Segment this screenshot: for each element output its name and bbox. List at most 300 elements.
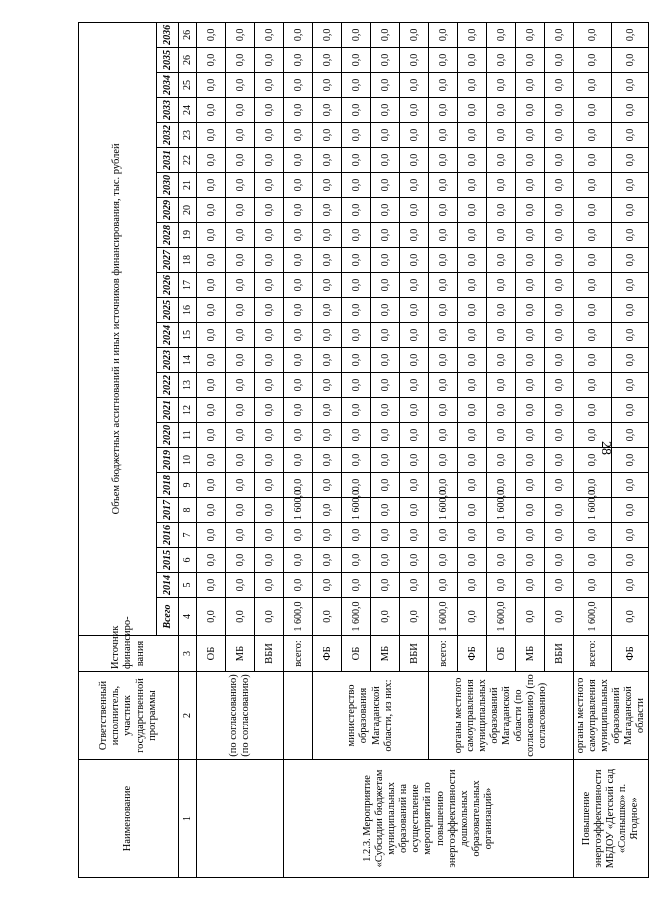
year-value: 0,0 bbox=[371, 248, 400, 273]
budget-table bbox=[78, 22, 649, 878]
year-value: 0,0 bbox=[545, 423, 574, 448]
year-value: 0,0 bbox=[429, 548, 458, 573]
year-value: 0,0 bbox=[429, 348, 458, 373]
header-funding-group: Объем бюджетных ассигнований и иных источников финансирования, тыс. рублей bbox=[79, 22, 157, 635]
year-value: 0,0 bbox=[487, 48, 516, 73]
year-value: 0,0 bbox=[371, 523, 400, 548]
total-value: 0,0 bbox=[313, 598, 342, 636]
year-value: 0,0 bbox=[458, 573, 487, 598]
year-value: 0,0 bbox=[313, 48, 342, 73]
year-value: 0,0 bbox=[400, 448, 429, 473]
year-value: 0,0 bbox=[611, 248, 649, 273]
table-row bbox=[313, 22, 342, 877]
year-value: 0,0 bbox=[284, 248, 313, 273]
year-value: 0,0 bbox=[487, 323, 516, 348]
year-value: 0,0 bbox=[545, 48, 574, 73]
year-value: 0,0 bbox=[458, 248, 487, 273]
year-value: 0,0 bbox=[284, 173, 313, 198]
year-value: 0,0 bbox=[611, 473, 649, 498]
year-value: 0,0 bbox=[574, 448, 612, 473]
column-number: 18 bbox=[179, 248, 197, 273]
year-value: 1 600,0 bbox=[429, 498, 458, 523]
total-value: 1 600,0 bbox=[342, 598, 371, 636]
year-value: 0,0 bbox=[342, 323, 371, 348]
column-number: 4 bbox=[179, 598, 197, 636]
year-value: 0,0 bbox=[487, 223, 516, 248]
year-value: 0,0 bbox=[429, 298, 458, 323]
year-value: 0,0 bbox=[516, 573, 545, 598]
year-value: 0,0 bbox=[545, 573, 574, 598]
year-value: 0,0 bbox=[487, 473, 516, 498]
year-value: 0,0 bbox=[429, 173, 458, 198]
year-value: 0,0 bbox=[197, 73, 226, 98]
header-year: 2020 bbox=[157, 423, 179, 448]
year-value: 0,0 bbox=[255, 398, 284, 423]
year-value: 0,0 bbox=[611, 523, 649, 548]
year-value: 0,0 bbox=[255, 98, 284, 123]
header-year: 2014 bbox=[157, 573, 179, 598]
year-value: 0,0 bbox=[313, 123, 342, 148]
funding-source: ФБ bbox=[313, 636, 342, 672]
column-number: 6 bbox=[179, 548, 197, 573]
year-value: 0,0 bbox=[458, 48, 487, 73]
year-value: 0,0 bbox=[574, 248, 612, 273]
year-value: 0,0 bbox=[429, 523, 458, 548]
year-value: 0,0 bbox=[226, 48, 255, 73]
year-value: 0,0 bbox=[371, 22, 400, 47]
header-year: 2024 bbox=[157, 323, 179, 348]
year-value: 0,0 bbox=[284, 523, 313, 548]
year-value: 0,0 bbox=[255, 22, 284, 47]
year-value: 0,0 bbox=[371, 73, 400, 98]
year-value: 0,0 bbox=[429, 398, 458, 423]
year-value: 0,0 bbox=[371, 323, 400, 348]
column-number: 19 bbox=[179, 223, 197, 248]
year-value: 0,0 bbox=[516, 323, 545, 348]
header-name: Наименование bbox=[79, 760, 179, 878]
year-value: 0,0 bbox=[400, 48, 429, 73]
year-value: 0,0 bbox=[516, 498, 545, 523]
year-value: 0,0 bbox=[197, 423, 226, 448]
year-value: 0,0 bbox=[516, 148, 545, 173]
year-value: 0,0 bbox=[313, 573, 342, 598]
year-value: 0,0 bbox=[458, 473, 487, 498]
year-value: 0,0 bbox=[197, 22, 226, 47]
year-value: 0,0 bbox=[516, 273, 545, 298]
year-value: 0,0 bbox=[574, 273, 612, 298]
header-year: 2026 bbox=[157, 273, 179, 298]
year-value: 0,0 bbox=[458, 448, 487, 473]
column-number: 9 bbox=[179, 473, 197, 498]
year-value: 0,0 bbox=[255, 298, 284, 323]
header-year: 2031 bbox=[157, 148, 179, 173]
year-value: 0,0 bbox=[226, 223, 255, 248]
year-value: 0,0 bbox=[429, 273, 458, 298]
year-value: 0,0 bbox=[371, 198, 400, 223]
year-value: 0,0 bbox=[487, 148, 516, 173]
year-value: 0,0 bbox=[226, 348, 255, 373]
year-value: 0,0 bbox=[487, 98, 516, 123]
year-value: 0,0 bbox=[197, 323, 226, 348]
year-value: 0,0 bbox=[429, 248, 458, 273]
year-value: 0,0 bbox=[226, 548, 255, 573]
year-value: 0,0 bbox=[226, 498, 255, 523]
year-value: 0,0 bbox=[516, 48, 545, 73]
year-value: 0,0 bbox=[284, 148, 313, 173]
year-value: 0,0 bbox=[516, 123, 545, 148]
year-value: 0,0 bbox=[458, 348, 487, 373]
year-value: 0,0 bbox=[313, 273, 342, 298]
year-value: 0,0 bbox=[255, 573, 284, 598]
year-value: 0,0 bbox=[516, 223, 545, 248]
funding-source: ВБИ bbox=[400, 636, 429, 672]
year-value: 0,0 bbox=[197, 173, 226, 198]
column-number: 16 bbox=[179, 298, 197, 323]
year-value: 0,0 bbox=[255, 448, 284, 473]
year-value: 0,0 bbox=[429, 323, 458, 348]
rotated-page bbox=[78, 23, 647, 878]
year-value: 0,0 bbox=[458, 298, 487, 323]
year-value: 0,0 bbox=[400, 473, 429, 498]
year-value: 0,0 bbox=[284, 273, 313, 298]
year-value: 0,0 bbox=[226, 398, 255, 423]
total-value: 0,0 bbox=[611, 598, 649, 636]
header-year: 2019 bbox=[157, 448, 179, 473]
year-value: 0,0 bbox=[255, 348, 284, 373]
year-value: 0,0 bbox=[458, 198, 487, 223]
year-value: 0,0 bbox=[371, 98, 400, 123]
table-row bbox=[197, 22, 226, 877]
column-number: 23 bbox=[179, 123, 197, 148]
year-value: 0,0 bbox=[255, 148, 284, 173]
year-value: 0,0 bbox=[342, 73, 371, 98]
year-value: 0,0 bbox=[197, 348, 226, 373]
year-value: 0,0 bbox=[574, 523, 612, 548]
header-year: 2017 bbox=[157, 498, 179, 523]
year-value: 0,0 bbox=[313, 148, 342, 173]
year-value: 0,0 bbox=[458, 548, 487, 573]
year-value: 1 600,0 bbox=[574, 498, 612, 523]
year-value: 0,0 bbox=[400, 273, 429, 298]
year-value: 0,0 bbox=[284, 573, 313, 598]
funding-source: МБ bbox=[516, 636, 545, 672]
responsible-executor: органы местного самоуправления муниципальных образований Магаданской области bbox=[574, 672, 649, 760]
year-value: 0,0 bbox=[429, 573, 458, 598]
year-value: 0,0 bbox=[313, 248, 342, 273]
year-value: 0,0 bbox=[516, 473, 545, 498]
year-value: 0,0 bbox=[313, 523, 342, 548]
year-value: 0,0 bbox=[342, 523, 371, 548]
year-value: 0,0 bbox=[611, 123, 649, 148]
year-value: 0,0 bbox=[429, 423, 458, 448]
year-value: 0,0 bbox=[226, 273, 255, 298]
year-value: 0,0 bbox=[545, 548, 574, 573]
year-value: 0,0 bbox=[400, 498, 429, 523]
year-value: 0,0 bbox=[313, 373, 342, 398]
column-number: 2 bbox=[179, 672, 197, 760]
year-value: 0,0 bbox=[400, 373, 429, 398]
year-value: 0,0 bbox=[197, 98, 226, 123]
column-number: 24 bbox=[179, 98, 197, 123]
year-value: 0,0 bbox=[313, 398, 342, 423]
table-row bbox=[574, 22, 612, 877]
year-value: 0,0 bbox=[611, 22, 649, 47]
year-value: 0,0 bbox=[226, 248, 255, 273]
year-value: 0,0 bbox=[284, 198, 313, 223]
year-value: 0,0 bbox=[545, 148, 574, 173]
year-value: 0,0 bbox=[197, 498, 226, 523]
year-value: 0,0 bbox=[400, 223, 429, 248]
year-value: 0,0 bbox=[611, 498, 649, 523]
table-row bbox=[429, 22, 458, 877]
year-value: 0,0 bbox=[255, 473, 284, 498]
year-value: 0,0 bbox=[284, 298, 313, 323]
year-value: 0,0 bbox=[255, 523, 284, 548]
year-value: 0,0 bbox=[611, 398, 649, 423]
year-value: 0,0 bbox=[342, 198, 371, 223]
year-value: 0,0 bbox=[611, 273, 649, 298]
year-value: 0,0 bbox=[429, 223, 458, 248]
year-value: 0,0 bbox=[545, 348, 574, 373]
year-value: 0,0 bbox=[516, 98, 545, 123]
year-value: 0,0 bbox=[400, 548, 429, 573]
header-year: 2016 bbox=[157, 523, 179, 548]
year-value: 1 600,0 bbox=[487, 498, 516, 523]
year-value: 0,0 bbox=[429, 123, 458, 148]
column-number: 21 bbox=[179, 173, 197, 198]
total-value: 0,0 bbox=[226, 598, 255, 636]
funding-source: ОБ bbox=[197, 636, 226, 672]
year-value: 0,0 bbox=[516, 423, 545, 448]
year-value: 0,0 bbox=[458, 223, 487, 248]
year-value: 0,0 bbox=[545, 173, 574, 198]
year-value: 0,0 bbox=[226, 323, 255, 348]
year-value: 0,0 bbox=[342, 248, 371, 273]
header-year: 2029 bbox=[157, 198, 179, 223]
year-value: 0,0 bbox=[611, 298, 649, 323]
funding-source: ВБИ bbox=[255, 636, 284, 672]
year-value: 0,0 bbox=[516, 173, 545, 198]
year-value: 1 600,0 bbox=[342, 498, 371, 523]
column-number: 8 bbox=[179, 498, 197, 523]
year-value: 0,0 bbox=[516, 348, 545, 373]
year-value: 0,0 bbox=[487, 298, 516, 323]
year-value: 0,0 bbox=[255, 273, 284, 298]
funding-source: ФБ bbox=[611, 636, 649, 672]
column-number: 25 bbox=[179, 73, 197, 98]
responsible-executor: министерство образования Магаданской области, из них: bbox=[313, 672, 429, 760]
total-value: 0,0 bbox=[545, 598, 574, 636]
year-value: 0,0 bbox=[197, 548, 226, 573]
year-value: 0,0 bbox=[574, 423, 612, 448]
year-value: 0,0 bbox=[313, 198, 342, 223]
year-value: 0,0 bbox=[458, 73, 487, 98]
column-number: 13 bbox=[179, 373, 197, 398]
total-value: 0,0 bbox=[458, 598, 487, 636]
year-value: 0,0 bbox=[429, 148, 458, 173]
year-value: 0,0 bbox=[342, 223, 371, 248]
year-value: 0,0 bbox=[342, 448, 371, 473]
year-value: 0,0 bbox=[400, 148, 429, 173]
year-value: 0,0 bbox=[458, 423, 487, 448]
year-value: 0,0 bbox=[197, 48, 226, 73]
year-value: 0,0 bbox=[255, 173, 284, 198]
column-number: 7 bbox=[179, 523, 197, 548]
year-value: 0,0 bbox=[574, 173, 612, 198]
funding-source: всего: bbox=[429, 636, 458, 672]
year-value: 0,0 bbox=[458, 273, 487, 298]
year-value: 0,0 bbox=[226, 98, 255, 123]
year-value: 0,0 bbox=[371, 298, 400, 323]
year-value: 0,0 bbox=[342, 48, 371, 73]
header-year: 2018 bbox=[157, 473, 179, 498]
total-value: 0,0 bbox=[371, 598, 400, 636]
year-value: 0,0 bbox=[371, 423, 400, 448]
year-value: 0,0 bbox=[545, 248, 574, 273]
year-value: 0,0 bbox=[611, 173, 649, 198]
year-value: 0,0 bbox=[516, 373, 545, 398]
year-value: 0,0 bbox=[545, 473, 574, 498]
year-value: 0,0 bbox=[371, 498, 400, 523]
responsible-executor: (по согласованию) (по согласованию) bbox=[197, 672, 284, 760]
column-number: 26 bbox=[179, 22, 197, 47]
header-total: Всего bbox=[157, 598, 179, 636]
year-value: 0,0 bbox=[400, 173, 429, 198]
year-value: 0,0 bbox=[458, 173, 487, 198]
year-value: 0,0 bbox=[516, 548, 545, 573]
year-value: 0,0 bbox=[487, 398, 516, 423]
year-value: 0,0 bbox=[313, 473, 342, 498]
year-value: 0,0 bbox=[458, 498, 487, 523]
year-value: 0,0 bbox=[400, 323, 429, 348]
year-value: 0,0 bbox=[574, 98, 612, 123]
year-value: 0,0 bbox=[371, 548, 400, 573]
year-value: 0,0 bbox=[313, 223, 342, 248]
year-value: 0,0 bbox=[400, 248, 429, 273]
header-year: 2021 bbox=[157, 398, 179, 423]
total-value: 0,0 bbox=[400, 598, 429, 636]
responsible-executor: органы местного самоуправления муниципальных образований Магаданской области (по согласованию) (по согласованию) bbox=[429, 672, 574, 760]
year-value: 0,0 bbox=[611, 323, 649, 348]
year-value: 0,0 bbox=[545, 223, 574, 248]
numbering-row bbox=[179, 22, 197, 877]
year-value: 0,0 bbox=[487, 548, 516, 573]
year-value: 0,0 bbox=[400, 573, 429, 598]
year-value: 0,0 bbox=[284, 548, 313, 573]
funding-source: МБ bbox=[371, 636, 400, 672]
header-year: 2028 bbox=[157, 223, 179, 248]
year-value: 0,0 bbox=[611, 548, 649, 573]
year-value: 0,0 bbox=[487, 523, 516, 548]
year-value: 0,0 bbox=[226, 373, 255, 398]
year-value: 0,0 bbox=[429, 48, 458, 73]
year-value: 0,0 bbox=[545, 123, 574, 148]
year-value: 0,0 bbox=[226, 123, 255, 148]
year-value: 0,0 bbox=[458, 148, 487, 173]
year-value: 0,0 bbox=[487, 73, 516, 98]
year-value: 0,0 bbox=[487, 173, 516, 198]
year-value: 0,0 bbox=[197, 298, 226, 323]
year-value: 0,0 bbox=[197, 273, 226, 298]
year-value: 0,0 bbox=[342, 348, 371, 373]
header-source: Источник финансиро-вания bbox=[79, 636, 179, 672]
year-value: 0,0 bbox=[516, 198, 545, 223]
year-value: 0,0 bbox=[611, 148, 649, 173]
year-value: 0,0 bbox=[371, 448, 400, 473]
year-value: 0,0 bbox=[574, 223, 612, 248]
year-value: 0,0 bbox=[611, 573, 649, 598]
column-number: 12 bbox=[179, 398, 197, 423]
year-value: 0,0 bbox=[226, 73, 255, 98]
year-value: 0,0 bbox=[371, 398, 400, 423]
year-value: 0,0 bbox=[487, 423, 516, 448]
year-value: 0,0 bbox=[611, 448, 649, 473]
column-number: 17 bbox=[179, 273, 197, 298]
funding-source: всего: bbox=[574, 636, 612, 672]
year-value: 0,0 bbox=[255, 323, 284, 348]
year-value: 0,0 bbox=[611, 48, 649, 73]
year-value: 0,0 bbox=[487, 373, 516, 398]
year-value: 0,0 bbox=[255, 48, 284, 73]
year-value: 0,0 bbox=[255, 498, 284, 523]
year-value: 0,0 bbox=[313, 298, 342, 323]
year-value: 0,0 bbox=[545, 398, 574, 423]
year-value: 0,0 bbox=[371, 148, 400, 173]
column-number: 26 bbox=[179, 48, 197, 73]
year-value: 0,0 bbox=[574, 73, 612, 98]
year-value: 0,0 bbox=[611, 73, 649, 98]
year-value: 0,0 bbox=[284, 323, 313, 348]
year-value: 0,0 bbox=[400, 348, 429, 373]
year-value: 0,0 bbox=[611, 223, 649, 248]
year-value: 0,0 bbox=[429, 73, 458, 98]
header-year: 2033 bbox=[157, 98, 179, 123]
year-value: 0,0 bbox=[516, 248, 545, 273]
year-value: 0,0 bbox=[197, 198, 226, 223]
year-value: 0,0 bbox=[371, 273, 400, 298]
year-value: 0,0 bbox=[611, 423, 649, 448]
year-value: 0,0 bbox=[574, 48, 612, 73]
year-value: 0,0 bbox=[342, 548, 371, 573]
year-value: 0,0 bbox=[313, 423, 342, 448]
responsible-executor bbox=[284, 672, 313, 760]
year-value: 0,0 bbox=[226, 573, 255, 598]
year-value: 0,0 bbox=[611, 98, 649, 123]
year-value: 0,0 bbox=[255, 548, 284, 573]
year-value: 0,0 bbox=[574, 473, 612, 498]
activity-name bbox=[197, 760, 284, 878]
header-year: 2015 bbox=[157, 548, 179, 573]
total-value: 1 600,0 bbox=[429, 598, 458, 636]
year-value: 0,0 bbox=[313, 22, 342, 47]
year-value: 0,0 bbox=[342, 148, 371, 173]
column-number: 15 bbox=[179, 323, 197, 348]
year-value: 0,0 bbox=[255, 423, 284, 448]
year-value: 0,0 bbox=[284, 373, 313, 398]
year-value: 0,0 bbox=[284, 398, 313, 423]
column-number: 20 bbox=[179, 198, 197, 223]
year-value: 0,0 bbox=[342, 398, 371, 423]
year-value: 0,0 bbox=[458, 98, 487, 123]
year-value: 0,0 bbox=[313, 498, 342, 523]
year-value: 0,0 bbox=[313, 448, 342, 473]
year-value: 0,0 bbox=[226, 298, 255, 323]
year-value: 0,0 bbox=[458, 523, 487, 548]
year-value: 0,0 bbox=[284, 98, 313, 123]
year-value: 0,0 bbox=[342, 373, 371, 398]
column-number: 1 bbox=[179, 760, 197, 878]
year-value: 0,0 bbox=[342, 423, 371, 448]
